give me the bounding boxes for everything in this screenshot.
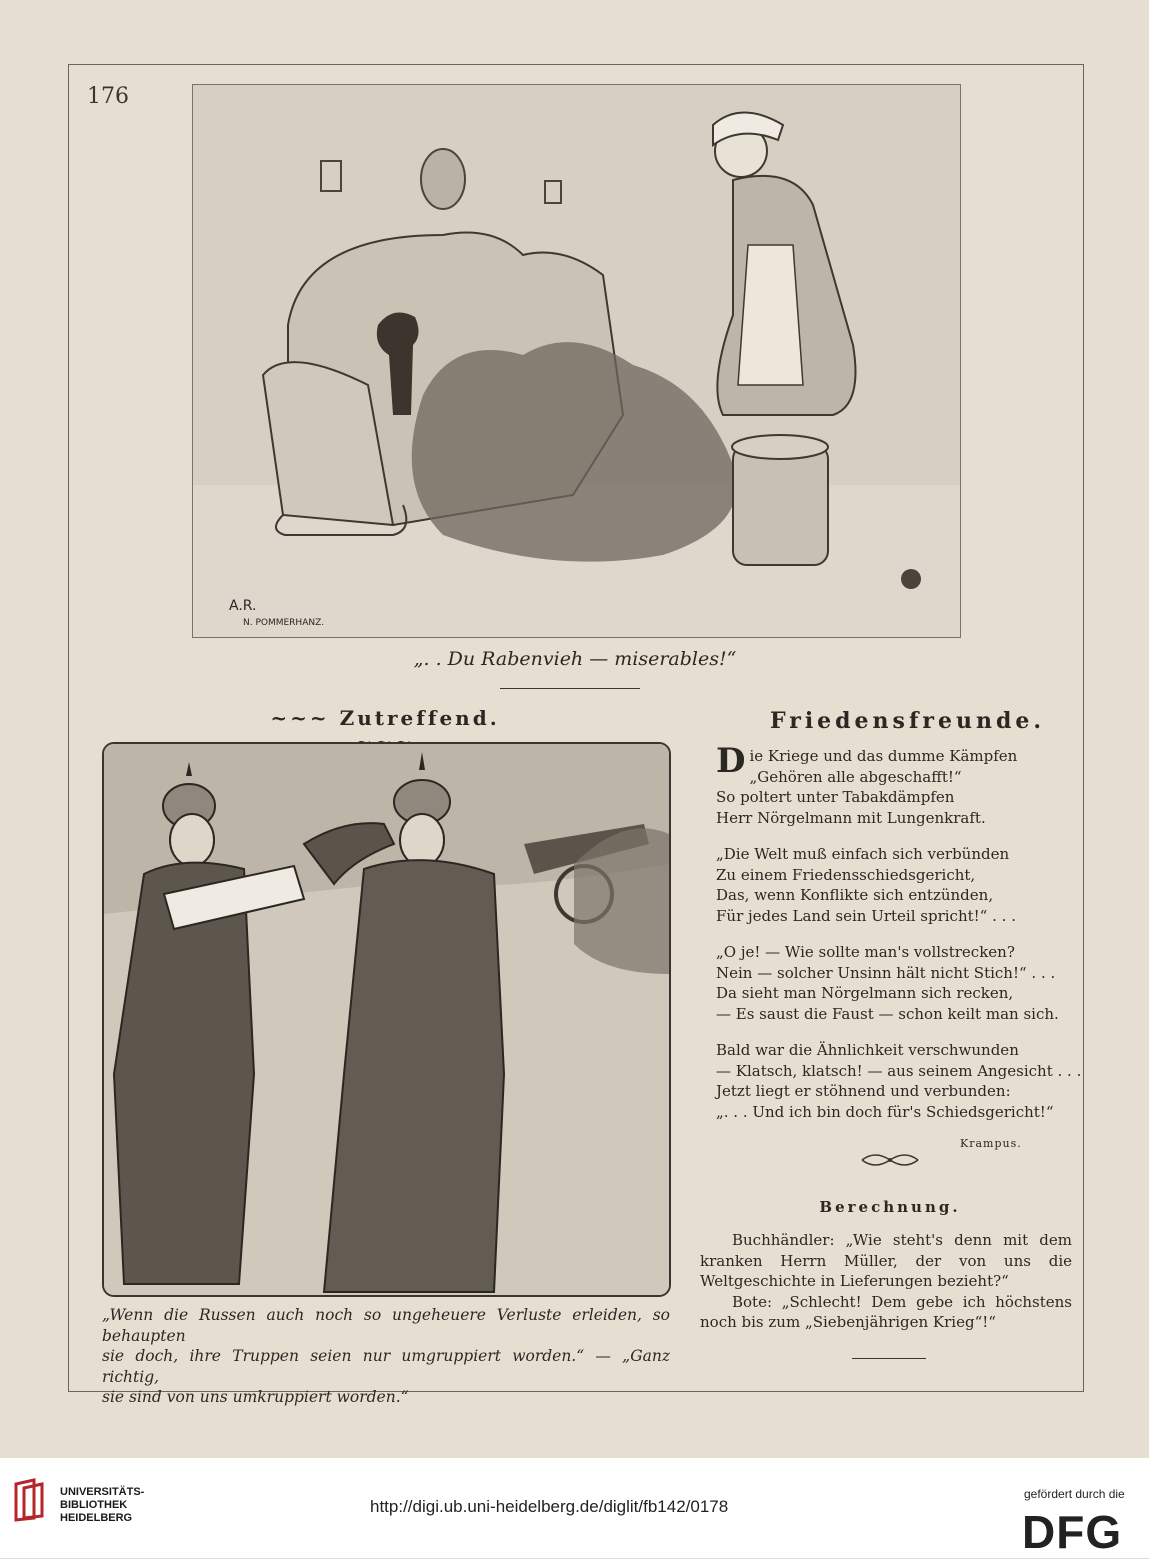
poem-line: Da sieht man Nörgelmann sich recken, [716,984,1014,1002]
berechnung-paragraph: Buchhändler: „Wie steht's denn mit dem kranken Herrn Müller, der von uns die Weltgeschichte in Lieferungen bezieht?“ [700,1231,1072,1290]
top-cartoon-illustration [192,84,961,638]
poem-line: Das, wenn Konflikte sich entzünden, [716,886,994,904]
poem-body [716,741,1082,1138]
university-library-logo-icon [14,1478,54,1522]
berechnung-text [700,1230,1072,1333]
cartoon-signature-artist: N. POMMERHANZ. [243,618,325,628]
caption-divider [500,688,640,689]
poem-stanza [716,741,1076,828]
soldiers-caption-line: sie sind von uns umkruppiert worden.“ [102,1388,409,1406]
poem-line: „. . . Und ich bin doch für's Schiedsgericht!“ [716,1102,1054,1121]
poem-line: Nein — solcher Unsinn hält nicht Stich!“ . . . [716,963,1056,982]
page-number: 176 [87,84,129,109]
soldiers-drawing [104,744,669,1295]
poem-line: Bald war die Ähnlichkeit verschwunden [716,1041,1019,1059]
library-name-line: HEIDELBERG [60,1512,133,1524]
poem-line: „Die Welt muß einfach sich verbünden [716,845,1010,863]
poem-line: Für jedes Land sein Urteil spricht!“ . . . [716,906,1016,925]
source-url-link[interactable]: http://digi.ub.uni-heidelberg.de/diglit/fb142/0178 [370,1497,729,1516]
dfg-logo: DFG [1022,1506,1123,1558]
poem-line-text: ie Kriege und das dumme Kämpfen [749,747,1018,765]
poem-line: Herr Nörgelmann mit Lungenkraft. [716,808,986,827]
university-library-name [60,1486,144,1525]
soldiers-caption-line: sie doch, ihre Truppen seien nur umgruppiert worden.“ — „Ganz richtig, [102,1347,670,1386]
library-name-line: BIBLIOTHEK [60,1499,128,1511]
poem-line: — Es saust die Faust — schon keilt man sich. [716,1004,1059,1023]
ornament-divider-icon [860,1150,920,1170]
berechnung-title: Berechnung. [819,1198,961,1216]
ornament-swirl-left-icon: ~~~ [270,706,330,730]
dfg-funding-caption: gefördert durch die [1024,1487,1125,1501]
poem-author: Krampus. [960,1137,1022,1150]
zutreffend-title-text: Zutreffend. [339,706,500,730]
top-cartoon-drawing [193,85,960,637]
poem-title: Friedensfreunde. [770,708,1046,734]
top-cartoon-caption: „. . Du Rabenvieh — miserables!“ [413,648,737,670]
poem-stanza [716,844,1076,926]
poem-line: So poltert unter Tabakdämpfen [716,788,955,806]
poem-line: — Klatsch, klatsch! — aus seinem Angesicht . . . [716,1061,1082,1080]
cartoon-signature-initials: A.R. [229,598,257,614]
poem-line: Zu einem Friedensschiedsgericht, [716,865,976,884]
soldiers-illustration [102,742,671,1297]
soldiers-caption-line: „Wenn die Russen auch noch so ungeheuere Verluste erleiden, so behaupten [102,1306,670,1345]
berechnung-paragraph: Bote: „Schlecht! Dem gebe ich höchstens noch bis zum „Siebenjährigen Krieg“!“ [700,1292,1072,1331]
poem-stanza [716,1040,1082,1122]
poem-line: „Gehören alle abgeschafft!“ [749,767,962,786]
poem-dropcap: D [716,741,746,781]
poem-stanza [716,942,1076,1024]
poem-line: „O je! — Wie sollte man's vollstrecken? [716,943,1015,961]
end-divider [852,1358,926,1359]
library-name-line: UNIVERSITÄTS- [60,1486,145,1498]
poem-line: Jetzt liegt er stöhnend und verbunden: [716,1082,1011,1100]
soldiers-caption [102,1305,670,1408]
